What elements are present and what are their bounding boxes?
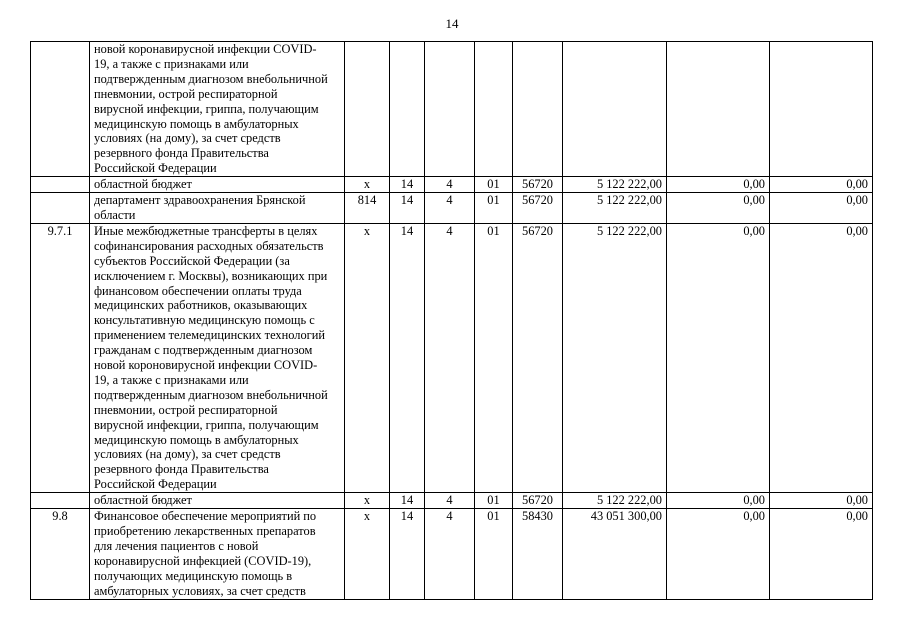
amount-cell-3: 0,00 <box>770 177 873 193</box>
amount-cell-3: 0,00 <box>770 509 873 599</box>
table-row <box>31 193 873 224</box>
subsection-cell: 4 <box>425 509 475 599</box>
row-number <box>31 493 90 509</box>
section-cell <box>390 42 425 177</box>
amount-cell-2: 0,00 <box>667 509 770 599</box>
budget-table <box>30 41 873 600</box>
amount-cell-3 <box>770 42 873 177</box>
row-description: Иные межбюджетные трансферты в целях софинансирования расходных обязательств субъектов Российской Федерации (за исключением г. Москвы), возникающих при финансовом обеспечении оплаты труда медицинских работников, оказывающих консультативную медицинскую помощь с применением телемедицинских технологий гражданам с подтвержденным диагнозом новой короновирусной инфекции COVID- 19, а также с признаками или подтвержденным диагнозом внебольничной пневмонии, острой респираторной вирусной инфекции, гриппа, получающим медицинскую помощь в амбулаторных условиях (на дому), за счет средств резервного фонда Правительства Российской Федерации <box>94 223 328 492</box>
subsection-cell: 4 <box>425 493 475 509</box>
row-description: департамент здравоохранения Брянской области <box>94 193 306 222</box>
table-row <box>31 42 873 177</box>
row-description: Финансовое обеспечение мероприятий по приобретению лекарственных препаратов для лечения пациентов с новой коронавирусной инфекцией (COVID-19), получающих медицинскую помощь в амбулаторных условиях, за счет средств <box>94 509 317 598</box>
amount-cell-2: 0,00 <box>667 193 770 224</box>
amount-cell-3: 0,00 <box>770 193 873 224</box>
table-row <box>31 493 873 509</box>
target-code-cell: 56720 <box>513 193 563 224</box>
subsection-cell: 4 <box>425 177 475 193</box>
row-description: новой коронавирусной инфекции COVID- 19, а также с признаками или подтвержденным диагнозом внебольничной пневмонии, острой респираторной вирусной инфекции, гриппа, получающим медицинскую помощь в амбулаторных условиях (на дому), за счет средств резервного фонда Правительства Российской Федерации <box>94 42 328 176</box>
row-number <box>31 177 90 193</box>
grbs-cell: х <box>345 493 390 509</box>
target-code-cell: 56720 <box>513 177 563 193</box>
section-cell: 14 <box>390 177 425 193</box>
amount-cell-2: 0,00 <box>667 177 770 193</box>
section-cell: 14 <box>390 493 425 509</box>
target-article-cell <box>475 42 513 177</box>
table-row <box>31 177 873 193</box>
grbs-cell: х <box>345 177 390 193</box>
section-cell: 14 <box>390 223 425 492</box>
row-description: областной бюджет <box>94 493 192 508</box>
target-code-cell: 56720 <box>513 223 563 492</box>
table-row <box>31 509 873 599</box>
target-code-cell: 56720 <box>513 493 563 509</box>
target-article-cell: 01 <box>475 509 513 599</box>
target-article-cell: 01 <box>475 223 513 492</box>
amount-cell-1: 5 122 222,00 <box>563 493 667 509</box>
grbs-cell <box>345 42 390 177</box>
target-code-cell: 58430 <box>513 509 563 599</box>
amount-cell-1: 43 051 300,00 <box>563 509 667 599</box>
target-article-cell: 01 <box>475 493 513 509</box>
amount-cell-1 <box>563 42 667 177</box>
amount-cell-3: 0,00 <box>770 493 873 509</box>
table-row <box>31 223 873 492</box>
row-description: областной бюджет <box>94 177 192 192</box>
row-number <box>31 42 90 177</box>
row-number <box>31 193 90 224</box>
page-number: 14 <box>445 16 459 31</box>
grbs-cell: х <box>345 509 390 599</box>
subsection-cell: 4 <box>425 193 475 224</box>
grbs-cell: х <box>345 223 390 492</box>
amount-cell-1: 5 122 222,00 <box>563 177 667 193</box>
amount-cell-2: 0,00 <box>667 493 770 509</box>
section-cell: 14 <box>390 193 425 224</box>
grbs-cell: 814 <box>345 193 390 224</box>
subsection-cell: 4 <box>425 223 475 492</box>
amount-cell-2: 0,00 <box>667 223 770 492</box>
amount-cell-2 <box>667 42 770 177</box>
subsection-cell <box>425 42 475 177</box>
amount-cell-3: 0,00 <box>770 223 873 492</box>
row-number: 9.8 <box>31 509 90 599</box>
target-article-cell: 01 <box>475 177 513 193</box>
target-code-cell <box>513 42 563 177</box>
target-article-cell: 01 <box>475 193 513 224</box>
amount-cell-1: 5 122 222,00 <box>563 223 667 492</box>
row-number: 9.7.1 <box>31 223 90 492</box>
section-cell: 14 <box>390 509 425 599</box>
amount-cell-1: 5 122 222,00 <box>563 193 667 224</box>
